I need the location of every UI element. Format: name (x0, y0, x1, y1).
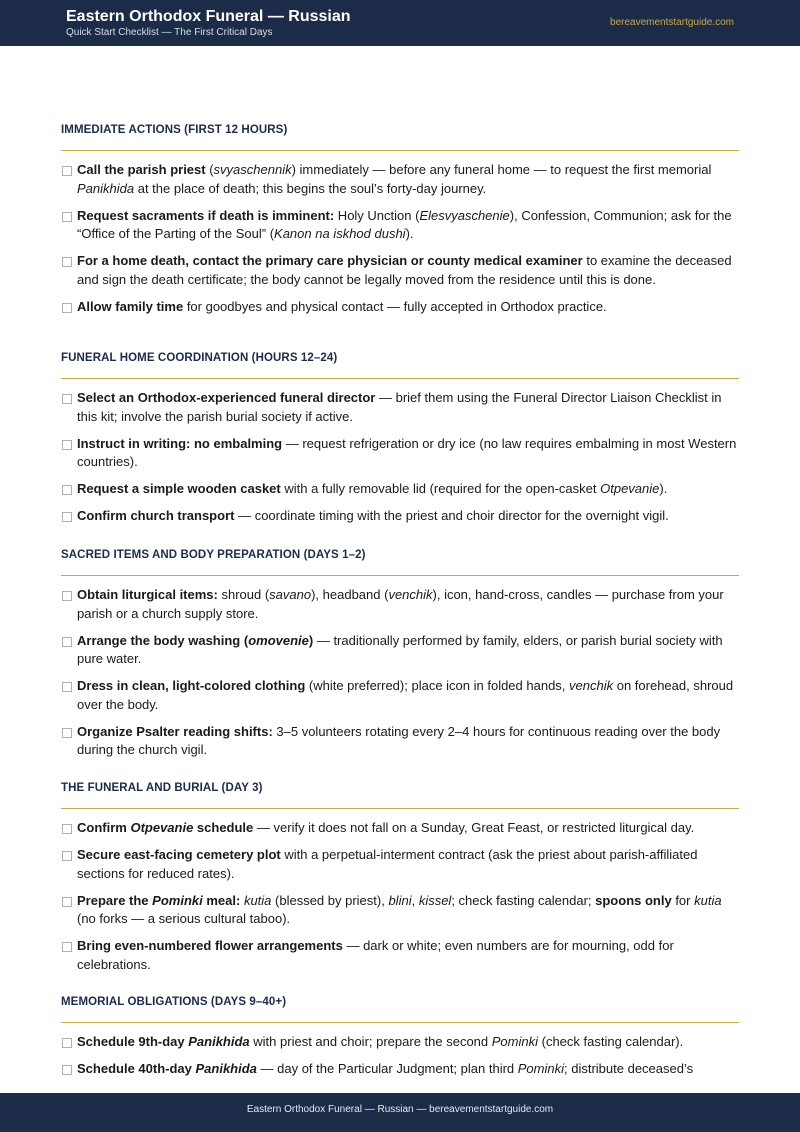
checklist-item (61, 819, 739, 838)
item-text-run: — brief them using the Funeral Director Liaison Checklist in this kit; involve the parish burial society if active. (77, 390, 722, 424)
item-text-run: Panikhida (77, 180, 135, 196)
item-text-run: Kanon na iskhod dushi (274, 226, 406, 241)
item-text-run: Dress in clean, light-colored clothing (77, 678, 306, 693)
item-text-run: ), Confession, Communion; ask for the “Office of the Parting of the Soul” ( (77, 207, 732, 241)
item-text-run: ( (205, 162, 214, 177)
item-text-run: — traditionally performed by family, elders, or parish burial society with pure water. (77, 632, 723, 666)
checklist-content (61, 46, 739, 1093)
item-text-run: omovenie (248, 632, 309, 648)
item-text-run: ). (659, 481, 668, 496)
item-text-run: Instruct in writing: no embalming (77, 435, 283, 451)
checklist-item (61, 1060, 739, 1079)
item-text-run: for (671, 892, 695, 908)
item-text-run: (check fasting calendar). (538, 1034, 684, 1049)
item-text-run: venchik (388, 587, 433, 602)
item-text-run: Obtain liturgical items: (77, 587, 218, 602)
item-text-run: for goodbyes and physical contact — fully accepted in Orthodox practice. (183, 298, 607, 314)
checklist-item (61, 480, 739, 499)
checkbox[interactable] (62, 257, 72, 267)
item-text-run: schedule (193, 820, 254, 835)
checklist-item (61, 389, 739, 426)
item-text-run: Confirm (77, 820, 131, 835)
item-text-run: Request sacraments if death is imminent: (77, 207, 335, 223)
item-text-run: with priest and choir; prepare the second (249, 1034, 492, 1049)
item-text-run: ; check fasting calendar; (451, 892, 596, 908)
item-text-run: — dark or white; even numbers are for mourning, odd for celebrations. (77, 938, 674, 972)
checklist-section (61, 549, 739, 768)
item-text-run: — coordinate timing with the priest and choir director for the overnight vigil. (234, 508, 669, 523)
item-text-run: on forehead, shroud over the body. (77, 678, 734, 712)
item-text-run: Organize Psalter reading shifts: (77, 723, 273, 739)
item-text-run: ) immediately — before any funeral home — to request the first memorial (291, 162, 712, 177)
item-text-run: kutia (243, 892, 272, 908)
item-text-run: Call the parish priest (77, 162, 206, 177)
section-heading: MEMORIAL OBLIGATIONS (DAYS 9–40+) (61, 996, 739, 1023)
item-text-run: ). (405, 226, 414, 241)
checklist-item (61, 677, 739, 714)
checkbox[interactable] (62, 440, 72, 450)
section-heading: THE FUNERAL AND BURIAL (DAY 3) (61, 782, 739, 809)
item-text-run: Bring even-numbered flower arrangements (77, 938, 343, 953)
item-text-run: Schedule 40th-day (77, 1061, 196, 1076)
checklist-item (61, 586, 739, 623)
checklist-section (61, 352, 739, 534)
item-text-run: , (411, 892, 419, 908)
item-text-run: meal: (202, 892, 241, 908)
checklist-item (61, 435, 739, 472)
checkbox[interactable] (62, 824, 72, 834)
item-text-run: Holy Unction ( (334, 207, 420, 223)
checkbox[interactable] (62, 851, 72, 861)
item-text-run: — day of the Particular Judgment; plan third (256, 1061, 518, 1076)
item-text-run: Pominki (491, 1034, 539, 1049)
item-text-run: Schedule 9th-day (77, 1034, 189, 1049)
checklist-item (61, 161, 739, 198)
item-text-run: Select an Orthodox-experienced funeral director (77, 390, 376, 405)
item-text-run: ), headband ( (311, 587, 389, 602)
checkbox[interactable] (62, 512, 72, 522)
item-text-run: Otpevanie (600, 481, 660, 496)
item-text-run: shroud ( (217, 587, 270, 602)
item-text-run: ) (308, 632, 314, 648)
item-text-run: Pominki (517, 1061, 565, 1076)
site-link[interactable]: bereavementstartguide.com (610, 17, 734, 28)
section-heading: FUNERAL HOME COORDINATION (HOURS 12–24) (61, 352, 739, 379)
item-text-run: Request a simple wooden casket (77, 481, 281, 496)
checklist-section (61, 782, 739, 983)
item-text-run: to examine the deceased and sign the death certificate; the body cannot be legally moved from the residence until this is done. (77, 253, 732, 287)
item-text-run: Panikhida (195, 1061, 257, 1076)
item-text-run: with a fully removable lid (required for the open-casket (280, 481, 601, 496)
checklist-item (61, 207, 739, 244)
page-header (0, 0, 800, 46)
checkbox[interactable] (62, 942, 72, 952)
document-subtitle: Quick Start Checklist — The First Critical Days (66, 27, 273, 38)
item-text-run: — verify it does not fall on a Sunday, Great Feast, or restricted liturgical day. (253, 820, 695, 835)
checklist-item (61, 937, 739, 974)
checkbox[interactable] (62, 166, 72, 176)
checklist-item (61, 723, 739, 760)
checkbox[interactable] (62, 394, 72, 404)
checklist-item (61, 632, 739, 669)
item-text-run: (no forks — a serious cultural taboo). (77, 911, 291, 926)
item-text-run: ), icon, hand-cross, candles — purchase from your parish or a church supply store. (77, 587, 724, 621)
item-text-run: Confirm church transport (77, 508, 235, 523)
checkbox[interactable] (62, 485, 72, 495)
item-text-run: savano (269, 587, 312, 602)
checklist-item (61, 298, 739, 317)
item-text-run: kissel (418, 892, 452, 908)
item-text-run: svyaschennik (213, 162, 292, 177)
item-text-run: — request refrigeration or dry ice (no law requires embalming in most Western countries). (77, 435, 737, 469)
checklist-item (61, 846, 739, 883)
checkbox[interactable] (62, 728, 72, 738)
checklist-section (61, 996, 739, 1087)
section-heading: SACRED ITEMS AND BODY PREPARATION (DAYS 1–2) (61, 549, 739, 576)
item-text-run: Arrange the body washing ( (77, 632, 249, 648)
checkbox[interactable] (62, 1038, 72, 1048)
item-text-run: Elesvyaschenie (419, 207, 510, 223)
checkbox[interactable] (62, 303, 72, 313)
item-text-run: 3–5 volunteers rotating every 2–4 hours for continuous reading over the body during the church vigil. (77, 723, 721, 757)
item-text-run: at the place of death; this begins the soul’s forty-day journey. (134, 180, 487, 196)
item-text-run: spoons only (595, 892, 672, 908)
checklist-item (61, 507, 739, 526)
checkbox[interactable] (62, 682, 72, 692)
checklist-item (61, 252, 739, 289)
section-heading: IMMEDIATE ACTIONS (FIRST 12 HOURS) (61, 124, 739, 151)
item-text-run: venchik (569, 678, 614, 693)
item-text-run: Otpevanie (130, 820, 194, 835)
item-text-run: (white preferred); place icon in folded hands, (305, 678, 570, 693)
item-text-run: Pominki (152, 892, 203, 908)
checkbox[interactable] (62, 897, 72, 907)
page-footer: Eastern Orthodox Funeral — Russian — bereavementstartguide.com (0, 1093, 800, 1132)
item-text-run: blini (388, 892, 412, 908)
item-text-run: Panikhida (188, 1034, 250, 1049)
item-text-run: Prepare the (77, 892, 153, 908)
checklist-item (61, 1033, 739, 1052)
item-text-run: ; distribute deceased’s (564, 1061, 694, 1076)
item-text-run: Allow family time (77, 298, 184, 314)
item-text-run: Secure east-facing cemetery plot (77, 847, 281, 862)
checklist-item (61, 892, 739, 929)
item-text-run: with a perpetual-interment contract (ask the priest about parish-affiliated sections for reduced rates). (77, 847, 698, 881)
checkbox[interactable] (62, 591, 72, 601)
item-text-run: (blessed by priest), (271, 892, 389, 908)
item-text-run: kutia (694, 892, 722, 908)
checklist-section (61, 124, 739, 325)
document-title: Eastern Orthodox Funeral — Russian (66, 8, 351, 25)
checkbox[interactable] (62, 1065, 72, 1075)
item-text-run: For a home death, contact the primary care physician or county medical examiner (77, 253, 583, 268)
checkbox[interactable] (62, 212, 72, 222)
checkbox[interactable] (62, 637, 72, 647)
